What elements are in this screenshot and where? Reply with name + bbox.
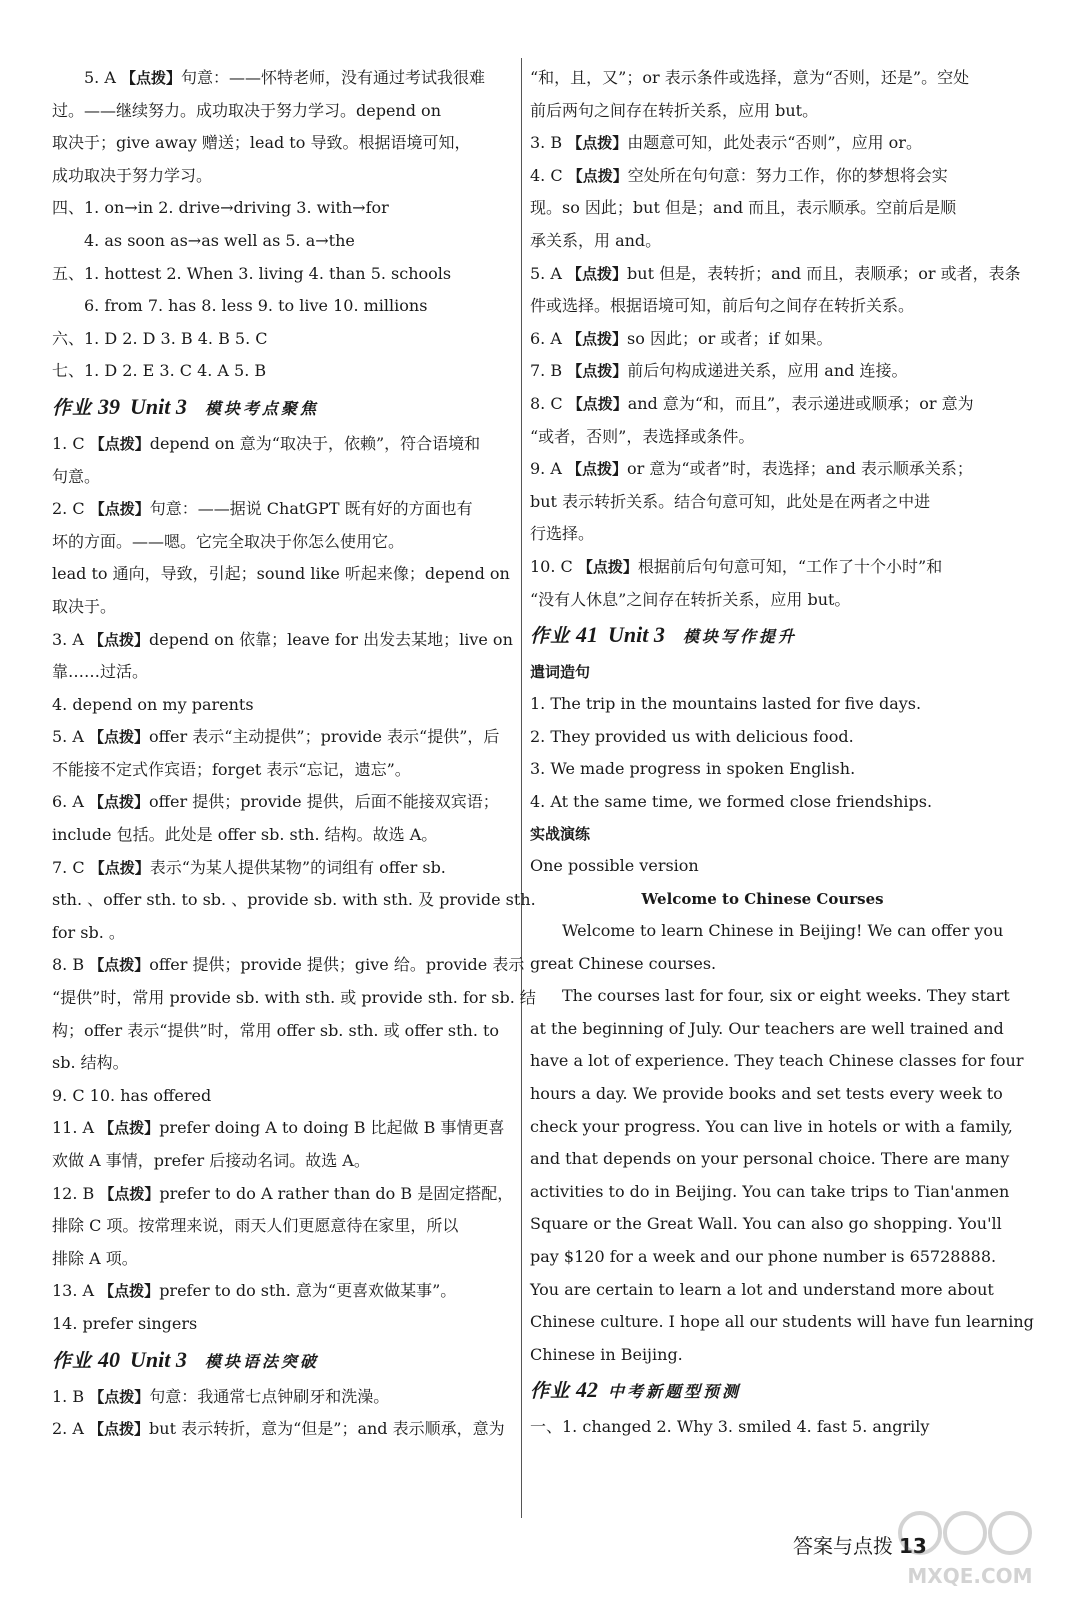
- hint-text: so 因此；or 或者；if 如果。: [627, 328, 833, 348]
- hint-marker: 【点拨】: [567, 362, 628, 381]
- hint-marker: 【点拨】: [99, 1184, 160, 1203]
- text-line: [52, 355, 514, 388]
- line-text: 取决于。: [52, 596, 117, 616]
- hint-text: 句意：我通常七点钟刷牙和洗澡。: [149, 1386, 390, 1406]
- line-text: 3. B: [530, 133, 568, 153]
- text-line: [52, 1243, 514, 1276]
- section-unit: Unit 3: [130, 1346, 187, 1372]
- text-line: [52, 624, 514, 657]
- text-line: [530, 258, 1021, 291]
- hint-marker: 【点拨】: [89, 793, 150, 812]
- text-line: [530, 948, 995, 981]
- text-line: [530, 486, 995, 519]
- line-text: You are certain to learn a lot and understand more about: [530, 1279, 994, 1299]
- hint-text: but 但是，表转折；and 而且，表顺承；or 或者，表条: [627, 263, 1021, 283]
- line-text: 2. C: [52, 499, 90, 519]
- hint-marker: 【点拨】: [99, 1119, 160, 1138]
- text-line: [52, 1015, 514, 1048]
- section-header: [530, 1373, 995, 1409]
- line-text: 4. At the same time, we formed close friendships.: [530, 791, 933, 811]
- hint-text: but 表示转折，意为“但是”；and 表示顺承，意为: [149, 1419, 505, 1439]
- line-text: Chinese in Beijing.: [530, 1344, 683, 1364]
- hint-text: 由题意可知，此处表示“否则”，应用 or。: [627, 133, 922, 153]
- text-line: [530, 192, 995, 225]
- text-line: [530, 127, 995, 160]
- text-line: [52, 493, 514, 526]
- line-text: 成功取决于努力学习。: [52, 165, 213, 185]
- line-text: 2. A: [52, 1419, 89, 1439]
- hint-text: 表示“为某人提供某物”的词组有 offer sb.: [149, 857, 446, 877]
- text-line: [52, 754, 514, 787]
- line-text: 构；offer 表示“提供”时，常用 offer sb. sth. 或 offer sth. to: [52, 1020, 500, 1040]
- line-text: 句意。: [52, 466, 101, 486]
- text-line: [52, 1178, 514, 1211]
- text-line: [52, 428, 514, 461]
- text-line: [52, 160, 514, 193]
- section-number: 39: [98, 393, 121, 419]
- subsection-heading: 实战演练: [530, 825, 591, 844]
- line-text: 4. as soon as→as well as 5. a→the: [84, 230, 355, 250]
- hint-text: prefer to do sth. 意为“更喜欢做某事”。: [159, 1281, 457, 1301]
- text-line: [52, 591, 514, 624]
- line-text: for sb. 。: [52, 922, 125, 942]
- line-text: Chinese culture. I hope all our students will have fun learning: [530, 1312, 1034, 1332]
- text-line: [52, 1308, 514, 1341]
- right-column: [530, 62, 1034, 1444]
- svg-text:MXQE.COM: MXQE.COM: [907, 1564, 1033, 1588]
- hint-marker: 【点拨】: [89, 956, 150, 975]
- hint-text: 句意：——据说 ChatGPT 既有好的方面也有: [149, 499, 473, 519]
- line-text: “和，且，又”；or 表示条件或选择，意为“否则，还是”。空处: [530, 68, 970, 87]
- text-line: [530, 1208, 1002, 1241]
- text-line: [52, 1047, 514, 1080]
- line-text: “没有人休息”之间存在转折关系，应用 but。: [530, 589, 851, 609]
- subsection-heading: 遣词造句: [530, 663, 591, 682]
- line-text: 5. A: [84, 68, 121, 87]
- hint-marker: 【点拨】: [89, 1420, 150, 1439]
- line-text: 5. A: [530, 263, 567, 283]
- text-line: [530, 421, 995, 454]
- text-line: [530, 290, 995, 323]
- text-line: [52, 786, 514, 819]
- text-line: [530, 980, 1010, 1013]
- hint-text: offer 提供；provide 提供；give 给。provide 表示: [149, 955, 525, 975]
- text-line: [530, 721, 995, 754]
- hint-text: 句意：——怀特老师，没有通过考试我很难: [181, 68, 486, 87]
- text-line: [52, 982, 536, 1015]
- hint-marker: 【点拨】: [89, 630, 150, 649]
- hint-marker: 【点拨】: [567, 264, 628, 283]
- hint-marker: 【点拨】: [567, 329, 628, 348]
- line-text: 取决于；give away 赠送；lead to 导致。根据语境可知，: [52, 133, 471, 153]
- line-text: 1. The trip in the mountains lasted for five days.: [530, 694, 922, 714]
- line-text: 12. B: [52, 1183, 100, 1203]
- line-text: sth. 、offer sth. to sb. 、provide sb. with sth. 及 provide sth.: [52, 890, 536, 910]
- line-text: 6. from 7. has 8. less 9. to live 10. millions: [84, 296, 428, 316]
- hint-text: offer 表示“主动提供”；provide 表示“提供”，后: [149, 727, 500, 747]
- hint-marker: 【点拨】: [89, 434, 150, 453]
- line-text: 6. A: [530, 328, 567, 348]
- line-text: 8. C: [530, 393, 568, 413]
- text-line: [530, 225, 995, 258]
- line-text: and that depends on your personal choice. There are many: [530, 1149, 1010, 1169]
- hint-text: 前后句构成递进关系，应用 and 连接。: [627, 361, 908, 381]
- line-text: at the beginning of July. Our teachers are well trained and: [530, 1018, 1004, 1038]
- page-number: 13: [899, 1534, 927, 1558]
- section-title: 模块考点聚焦: [204, 398, 319, 418]
- hint-text: prefer to do A rather than do B 是固定搭配，: [159, 1183, 514, 1203]
- line-text: 欢做 A 事情，prefer 后接动名词。故选 A。: [52, 1151, 370, 1170]
- hint-marker: 【点拨】: [89, 858, 150, 877]
- section-word: 作业: [530, 1380, 571, 1403]
- hint-marker: 【点拨】: [567, 394, 628, 413]
- line-text: “或者，否则”，表选择或条件。: [530, 426, 755, 446]
- section-header: [530, 618, 995, 654]
- section-header: [52, 390, 514, 426]
- text-line: [52, 225, 514, 258]
- text-line: [530, 584, 995, 617]
- line-text: 4. depend on my parents: [52, 694, 254, 714]
- text-line: [530, 1306, 1034, 1339]
- line-text: 一、1. changed 2. Why 3. smiled 4. fast 5. angrily: [530, 1417, 930, 1437]
- text-line: [52, 62, 514, 95]
- text-line: [52, 884, 536, 917]
- text-line: [530, 95, 995, 128]
- text-line: [52, 323, 514, 356]
- text-line: [530, 1111, 1013, 1144]
- text-line: [530, 915, 1004, 948]
- essay-title: Welcome to Chinese Courses: [641, 890, 884, 909]
- section-word: 作业: [52, 1349, 93, 1372]
- line-text: 四、1. on→in 2. drive→driving 3. with→for: [52, 198, 389, 218]
- text-line: [530, 1013, 1004, 1046]
- line-text: 9. A: [530, 459, 567, 479]
- hint-text: and 意为“和，而且”，表示递进或顺承；or 意为: [627, 393, 974, 413]
- line-text: 五、1. hottest 2. When 3. living 4. than 5. schools: [52, 263, 452, 283]
- line-text: 六、1. D 2. D 3. B 4. B 5. C: [52, 328, 268, 348]
- hint-text: depend on 意为“取决于，依赖”，符合语境和: [149, 433, 481, 453]
- line-text: 8. B: [52, 955, 90, 975]
- text-line: [52, 95, 514, 128]
- line-text: Welcome to learn Chinese in Beijing! We can offer you: [562, 921, 1004, 941]
- section-number: 40: [98, 1346, 121, 1372]
- text-line: [52, 290, 514, 323]
- text-line: [530, 551, 995, 584]
- hint-marker: 【点拨】: [89, 500, 150, 519]
- line-text: 坏的方面。——嗯。它完全取决于你怎么使用它。: [52, 531, 405, 551]
- footer-label: 答案与点拨: [793, 1534, 893, 1558]
- text-line: [530, 453, 995, 486]
- text-line: [52, 917, 514, 950]
- line-text: 1. C: [52, 433, 90, 453]
- line-text: 前后两句之间存在转折关系，应用 but。: [530, 100, 819, 120]
- line-text: 过。——继续努力。成功取决于努力学习。depend on: [52, 100, 441, 120]
- hint-text: 空处所在句句意：努力工作，你的梦想将会实: [627, 165, 948, 185]
- text-line: [530, 160, 995, 193]
- text-line: [52, 689, 514, 722]
- text-line: [530, 688, 995, 721]
- line-text: 靠……过活。: [52, 662, 149, 682]
- line-text: One possible version: [530, 856, 699, 876]
- text-line: [530, 1274, 995, 1307]
- text-line: [530, 355, 995, 388]
- text-line: [52, 258, 514, 291]
- line-text: 承关系，用 and。: [530, 230, 662, 250]
- text-line: [52, 721, 514, 754]
- line-text: 排除 C 项。按常理来说，雨天人们更愿意待在家里，所以: [52, 1216, 459, 1236]
- line-text: The courses last for four, six or eight weeks. They start: [562, 986, 1010, 1006]
- section-title: 模块语法突破: [204, 1351, 319, 1371]
- line-text: 10. C: [530, 556, 578, 576]
- text-line: [52, 1413, 514, 1446]
- hint-marker: 【点拨】: [89, 1387, 150, 1406]
- hint-marker: 【点拨】: [99, 1282, 160, 1301]
- hint-text: 根据前后句句意可知，“工作了十个小时”和: [637, 556, 943, 576]
- section-unit: Unit 3: [130, 393, 187, 419]
- text-line: [530, 1176, 1010, 1209]
- text-line: [530, 1143, 1010, 1176]
- line-text: 14. prefer singers: [52, 1313, 198, 1333]
- line-text: 6. A: [52, 792, 89, 812]
- line-text: pay $120 for a week and our phone number is 65728888.: [530, 1247, 997, 1266]
- text-line: [52, 1112, 514, 1145]
- section-word: 作业: [530, 625, 571, 648]
- text-line: [52, 1080, 514, 1113]
- hint-text: depend on 依靠；leave for 出发去某地；live on: [149, 629, 513, 649]
- text-line: [52, 461, 514, 494]
- text-line: [530, 1411, 995, 1444]
- text-line: [52, 656, 514, 689]
- text-line: [530, 1339, 995, 1372]
- line-text: 3. A: [52, 629, 89, 649]
- line-text: hours a day. We provide books and set tests every week to: [530, 1084, 1003, 1104]
- hint-text: prefer doing A to doing B 比起做 B 事情更喜: [159, 1118, 505, 1138]
- text-line: [530, 753, 995, 786]
- hint-text: offer 提供；provide 提供，后面不能接双宾语；: [149, 792, 499, 812]
- line-text: 排除 A 项。: [52, 1248, 138, 1268]
- section-title: 中考新题型预测: [608, 1382, 742, 1402]
- line-text: 9. C 10. has offered: [52, 1085, 212, 1105]
- hint-marker: 【点拨】: [89, 728, 150, 747]
- hint-marker: 【点拨】: [567, 460, 628, 479]
- text-line: [52, 526, 514, 559]
- column-divider: [521, 58, 522, 1518]
- hint-marker: 【点拨】: [577, 557, 638, 576]
- text-line: [52, 852, 514, 885]
- hint-text: or 意为“或者”时，表选择；and 表示顺承关系；: [627, 459, 973, 479]
- text-line: [530, 1078, 1003, 1111]
- line-text: 3. We made progress in spoken English.: [530, 759, 856, 779]
- line-text: sb. 结构。: [52, 1053, 129, 1073]
- watermark-logo: [880, 1505, 1060, 1590]
- line-text: “提供”时，常用 provide sb. with sth. 或 provide sth. for sb. 结: [52, 988, 536, 1008]
- hint-marker: 【点拨】: [567, 166, 628, 185]
- line-text: 7. B: [530, 361, 568, 381]
- text-line: [530, 62, 995, 95]
- text-line: [52, 1145, 514, 1178]
- section-header: [52, 1343, 514, 1379]
- section-unit: Unit 3: [608, 622, 665, 648]
- text-line: [52, 819, 514, 852]
- line-text: 2. They provided us with delicious food.: [530, 726, 854, 746]
- line-text: include 包括。此处是 offer sb. sth. 结构。故选 A。: [52, 825, 438, 845]
- line-text: lead to 通向，导致，引起；sound like 听起来像；depend on: [52, 564, 510, 584]
- text-line: [52, 1381, 514, 1414]
- text-line: [52, 192, 514, 225]
- line-text: great Chinese courses.: [530, 953, 717, 973]
- left-column: [52, 62, 536, 1446]
- text-line: [52, 1275, 514, 1308]
- text-line: [530, 1045, 1024, 1078]
- text-line: [530, 388, 995, 421]
- text-line: [530, 518, 995, 551]
- line-text: 4. C: [530, 165, 568, 185]
- text-line: [52, 1210, 514, 1243]
- line-text: 件或选择。根据语境可知，前后句之间存在转折关系。: [530, 296, 915, 316]
- line-text: 七、1. D 2. E 3. C 4. A 5. B: [52, 361, 267, 381]
- hint-marker: 【点拨】: [567, 134, 628, 153]
- section-number: 41: [576, 622, 599, 648]
- section-title: 模块写作提升: [682, 627, 797, 647]
- line-text: have a lot of experience. They teach Chinese classes for four: [530, 1051, 1024, 1071]
- line-text: 5. A: [52, 727, 89, 747]
- line-text: 行选择。: [530, 524, 595, 544]
- line-text: 13. A: [52, 1281, 100, 1301]
- line-text: 11. A: [52, 1118, 100, 1138]
- text-line: [52, 949, 525, 982]
- text-line: [52, 127, 514, 160]
- line-text: 1. B: [52, 1386, 90, 1406]
- line-text: activities to do in Beijing. You can take trips to Tian'anmen: [530, 1181, 1010, 1201]
- text-line: [530, 850, 995, 883]
- text-line: [530, 786, 995, 819]
- line-text: 不能接不定式作宾语；forget 表示“忘记，遗忘”。: [52, 759, 411, 779]
- line-text: Square or the Great Wall. You can also go shopping. You'll: [530, 1214, 1002, 1234]
- hint-marker: 【点拨】: [121, 69, 182, 87]
- text-line: [530, 1241, 995, 1274]
- line-text: 现。so 因此；but 但是；and 而且，表示顺承。空前后是顺: [530, 198, 957, 218]
- text-line: [52, 558, 514, 591]
- section-word: 作业: [52, 396, 93, 419]
- line-text: 7. C: [52, 857, 90, 877]
- line-text: but 表示转折关系。结合句意可知，此处是在两者之中进: [530, 491, 931, 511]
- section-number: 42: [576, 1377, 599, 1403]
- text-line: [530, 323, 995, 356]
- line-text: check your progress. You can live in hotels or with a family,: [530, 1116, 1013, 1136]
